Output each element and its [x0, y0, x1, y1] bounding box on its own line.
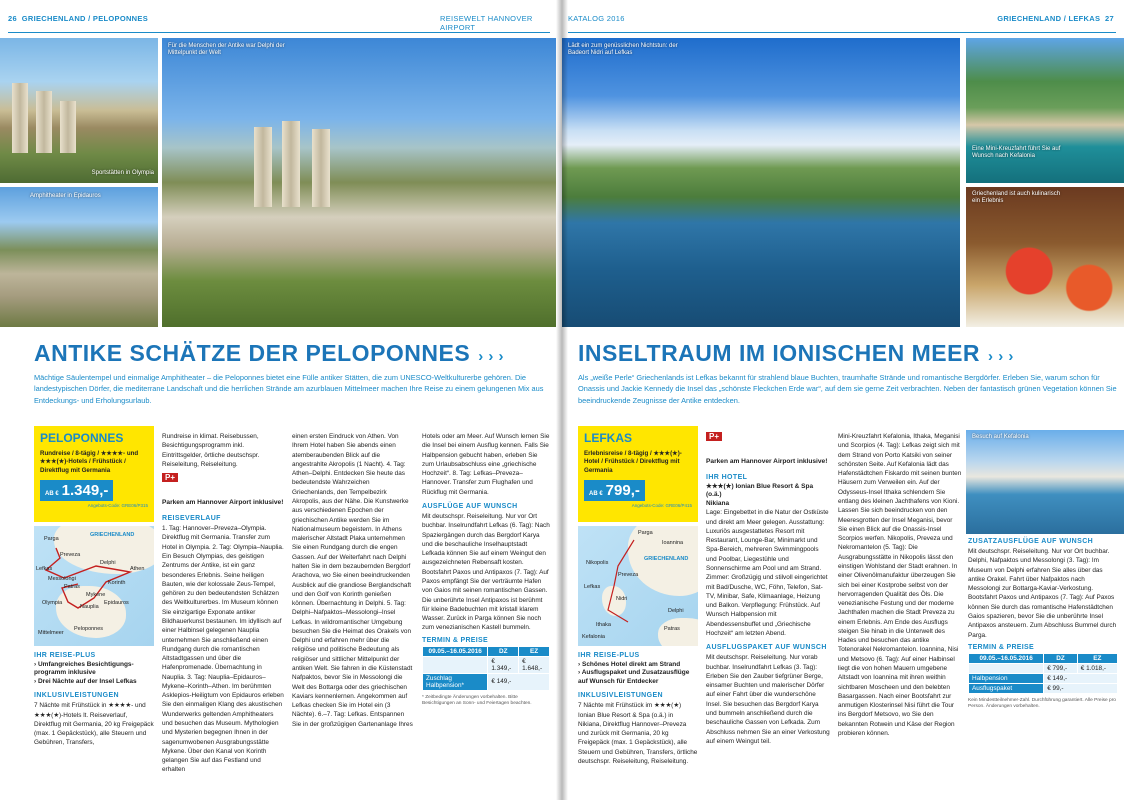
- header-rule: [8, 32, 550, 33]
- photo-delphi: [162, 38, 556, 327]
- section-label: GRIECHENLAND / LEFKAS: [997, 14, 1101, 23]
- photo-lefkas: [562, 38, 960, 327]
- map-town: Ioannina: [662, 540, 684, 546]
- hp-price: € 149,-: [1044, 673, 1118, 683]
- page-number: 27: [1105, 14, 1114, 23]
- itinerary-end-text: Hotels oder am Meer. Auf Wunsch lernen Sie die Insel bei einem Ausflug kennen. Falls Sie Halbpension gebucht haben, erleben Sie zum Urlaubsabschluss eine „griechische Hochzeit“. 8. Tag: Lefkas–Preveza–Hannover. Transfer zum Flughafen und Rückflug mit Germania.: [422, 433, 550, 496]
- parking-icon: P+: [706, 432, 722, 441]
- price-prefix: AB €: [45, 491, 59, 498]
- route-map-right: [578, 526, 698, 646]
- infobox-left: [34, 426, 154, 748]
- price-value: 799,-: [605, 482, 640, 500]
- price-row: [584, 480, 692, 501]
- ausfl-label: Ausflugspaket: [969, 683, 1044, 693]
- dz-price: € 799,-: [1044, 663, 1078, 673]
- price-table: [422, 646, 550, 691]
- brand-label: REISEWELT HANNOVER AIRPORT: [440, 14, 533, 32]
- caption-olympia: Sportstätten in Olympia: [91, 169, 154, 176]
- price-tag: [40, 480, 113, 501]
- pkg-heading: AUSFLUGSPAKET AUF WUNSCH: [706, 644, 827, 652]
- title-arrows: › › ›: [478, 348, 505, 365]
- map-town: Kefalonia: [582, 634, 605, 640]
- plus-heading: IHR REISE-PLUS: [578, 652, 640, 659]
- hp-label: Zuschlag Halbpension*: [423, 673, 488, 690]
- book-spine: [556, 0, 568, 800]
- column-shape: [254, 127, 272, 207]
- ez-price: € 1.648,-: [519, 656, 550, 673]
- ez-header: EZ: [1077, 653, 1117, 663]
- photo-olympia: [0, 38, 158, 183]
- parking-text: Parken am Hannover Airport inklusive!: [162, 499, 284, 507]
- catalog-label: KATALOG 2016: [568, 14, 625, 23]
- title-text: ANTIKE SCHÄTZE DER PELOPONNES: [34, 340, 471, 366]
- map-town: Parga: [44, 536, 59, 542]
- offer-code: Angebots-Code: GRE06/P315: [87, 503, 148, 509]
- plus-item: › Ausflugspaket und Zusatzausflüge auf Wunsch für Entdecker: [578, 669, 690, 685]
- header-right: [997, 14, 1114, 23]
- map-sea: Mittelmeer: [38, 630, 64, 636]
- header-left: [8, 14, 148, 23]
- caption-food: Griechenland ist auch kulinarisch ein Erlebnis: [972, 191, 1061, 205]
- price-tag: [584, 480, 645, 501]
- map-town: Preveza: [618, 572, 639, 578]
- excursions-text: Mini-Kreuzfahrt Kefalonia, Ithaka, Meganisi und Scorpios (4. Tag): Lefkas zeigt sich mit dem Strand von Porto Katsiki von seiner schönsten Seite. Auf Kefalonia lädt das Hafenstädtchen Fiskardo mit seinen bunten Häusern zum Verweilen ein. Auf der Odysseus-Insel Ithaka schlendern Sie entlang des kleinen Jachthafens von Kioni. Lassen Sie sich beeindrucken von den Meeresgrotten der Insel Meganisi, bevor Sie einen Blick auf die Onassis-Insel Scorpios werfen. Nikopolis, Preveza und Nekromantelon (5. Tag): Die Ausgrabungsstätte in Nikopolis lässt den einstigen Wohlstand der Stadt erahnen. In einer Olivenölmanufaktur überzeugen Sie sich bei einer Kostprobe selbst von der hervorragenden Qualität des Öls. Die venezianische Festung und der moderne Jachthafen machen die Stadt Preveza zu einem Erlebnis. Am Ende des Ausflugs steigen Sie hinab in die Unterwelt des Hades und besuchen das antike Totenorakel Nekromanteion. Ioannina, Nisi und Metsovo (6. Tag): Auf einer Halbinsel liegt die von hohen Mauern umgebene Altstadt von Ioannina mit ihren weithin sichtbaren Moscheen und den belebten Basargassen. Nach einer Bootsfahrt zur anmutigen Klosterinsel Nisi führt die Tour ins Bergdorf Metsovo, wo Sie den bekannten Rotwein und Käse der Region probieren können.: [838, 433, 962, 737]
- rv-text: 1. Tag: Hannover–Preveza–Olympia. Direktflug mit Germania. Transfer zum Hotel in Olympia. 2. Tag: Olympia–Nauplia. Ein Besuch Olympias, des geistigen Zentrums der Antike, ist ein ganz besonderes Erlebnis. Seine heiligen Bauten, wie der kolossale Zeus-Tempel, gehören zu den bedeutendsten Schätzen des Weltkulturerbes. Im Museum können Sie einzigartige Exponate antiker Bildhauerkunst bestaunen. Im idyllisch auf einer Halbinsel gelegenen Nauplia unternehmen Sie anschließend einen Rundgang durch die romantischen Altstadtgassen und über die Hafenpromenade. Übernachtung in Nauplia. 3. Tag: Nauplia–Epidauros–Mykene–Korinth–Athen. Im berühmten Asklepios-Heiligtum von Epidauros erleben Sie den einmaligen Klang des akustischen Wunderwerks geltenden Amphitheaters und besuchen das Museum. Mythologien und Mysterien begegnen Ihnen in der sagenumwobenen Ausgrabungsstätte Mykene. Über den Kanal von Korinth gelangen Sie auf das Festland und erhalten: [162, 525, 284, 774]
- hotel-text: Lage: Eingebettet in die Natur der Ostküste und direkt am Meer gelegen. Ausstattung: Luxuriös ausgestattetes Resort mit Restaurant, Lounge-Bar, Minimarkt und Spa-Bereich, mehreren Swimmingpools und Poolbar, Liegestühle und Sonnenschirme am Pool und am Strand. Zimmer: Großzügig und stilvoll eingerichtet mit Bad/Dusche, WC, Föhn, Telefon, Sat-TV, Minibar, Safe, Klimaanlage, Heizung und Balkon. Verpflegung: Frühstück. Auf Wunsch Halbpension mit Abendessensbuffet und „Griechische Hochzeit“ am letzten Abend.: [706, 509, 829, 637]
- footnote: Kein Mindestteilnehmer-Zahl. Durchführung garantiert. Alle Preise pro Person. Änderungen vorbehalten.: [968, 697, 1116, 710]
- price-prefix: AB €: [589, 491, 603, 498]
- caption-minicruise: Eine Mini-Kreuzfahrt führt Sie auf Wunsch nach Kefalonia: [972, 146, 1061, 160]
- dz-header: DZ: [488, 646, 519, 656]
- inkl-text: 7 Nächte mit Frühstück in ★★★★- und ★★★(★)-Hotels lt. Reiseverlauf, Direktflug mit Germania, 20 kg Freigepäck (max. 1 Gepäckstück), alle Steuern und Gebühren, Transfers,: [34, 702, 154, 747]
- plus-item: › Umfangreiches Besichtigungs-programm inklusive: [34, 661, 134, 677]
- offer-title: LEFKAS: [584, 431, 632, 445]
- page-number: 26: [8, 14, 17, 23]
- hotel-heading: IHR HOTEL: [706, 474, 748, 481]
- map-town: Korinth: [108, 580, 126, 586]
- parking-note: [706, 432, 830, 468]
- hp-label: Halbpension: [969, 673, 1044, 683]
- map-town: Messolongi: [48, 576, 76, 582]
- map-country: GRIECHENLAND: [644, 556, 689, 562]
- intro-right: Als „weiße Perle“ Griechenlands ist Lefkas bekannt für strahlend blaue Buchten, traumhafte Strände und romantische Bergdörfer. Erleben Sie, warum schon für Onassis und Jackie Kennedy die Insel das „schönste Fleckchen Erde war“, auf dem sie gerne Zeit verbrachten. Neben der fantastisch grünen Vegetation können Sie beeindruckende Zeugnisse der Antike entdecken.: [578, 373, 1117, 405]
- parking-note: [162, 473, 284, 509]
- map-town: Preveza: [60, 552, 81, 558]
- map-town: Mykene: [86, 592, 106, 598]
- map-town: Lefkas: [36, 566, 53, 572]
- map-region: Peloponnes: [74, 626, 104, 632]
- column-2-left: [162, 432, 284, 775]
- offer-code: Angebots-Code: GRE06/P415: [631, 503, 692, 509]
- rv-heading: REISEVERLAUF: [162, 515, 221, 523]
- caption-delphi: Für die Menschen der Antike war Delphi der Mittelpunkt der Welt: [168, 43, 285, 57]
- parking-icon: P+: [162, 473, 178, 482]
- map-town: Parga: [638, 530, 653, 536]
- date-cell: 09.05.–16.05.2016: [969, 653, 1044, 663]
- plus-item-text: Drei Nächte auf der Insel Lefkas: [37, 677, 137, 685]
- caption-epidauros: Amphitheater in Epidauros: [30, 193, 101, 199]
- intro-left: Mächtige Säulentempel und einmalige Amphitheater – die Peloponnes bietet eine Fülle antiker Stätten, die zum UNESCO-Weltkulturerbe gehören. Die landestypischen Dörfer, die mediterrane Landschaft und die herrlichen Strände am azurblauen Mittelmeer machen Ihre Reise zu einem gelungenen Mix aus Entdeckungs- und Erholungsurlaub.: [34, 373, 544, 405]
- offer-title: PELOPONNES: [40, 431, 124, 445]
- footnote: * Zeitbedingte Änderungen vorbehalten. Bitte Besichtigungen an Sonn- und Feiertagen beachten.: [422, 694, 532, 706]
- price-table: [968, 653, 1118, 694]
- plus-item-text: Ausflugspaket und Zusatzausflüge auf Wunsch für Entdecker: [578, 669, 690, 685]
- date-cell: 09.05.–16.05.2016: [423, 646, 488, 656]
- caption-kefalonia: Besuch auf Kefalonia: [972, 434, 1029, 440]
- map-town: Delphi: [668, 608, 684, 614]
- inkl-text: 7 Nächte mit Frühstück im ★★★(★) Ionian Blue Resort & Spa (o.ä.) in Nikiana, Direktflug Hannover–Preveza und zurück mit Germania, 20 kg Freigepäck (max. 1 Gepäckstück), alle Steuern und Gebühren, Transfers, örtliche deutschspr. Reiseleitung, Reiseleitung.: [578, 702, 698, 765]
- column-4-right: [968, 538, 1118, 710]
- plus-heading: IHR REISE-PLUS: [34, 652, 96, 659]
- inkl-heading: INKLUSIVLEISTUNGEN: [578, 692, 663, 700]
- ez-header: EZ: [519, 646, 550, 656]
- column-shape: [312, 129, 330, 207]
- column-shape: [60, 101, 76, 153]
- parking-text: Parken am Hannover Airport inklusive!: [706, 458, 828, 465]
- page-right: [562, 0, 1124, 800]
- caption-lefkas: Lädt ein zum genüsslichen Nichtstun: der Badeort Nidri auf Lefkas: [568, 43, 678, 57]
- photo-kefalonia-harbour: [966, 38, 1124, 183]
- column-4-left: [422, 432, 550, 707]
- plus-item: › Schönes Hotel direkt am Strand: [578, 661, 681, 668]
- column-shape: [36, 91, 52, 153]
- ausfl-text: Mit deutschspr. Reiseleitung. Nur vor Ort buchbar. Inselrundfahrt Lefkas (6. Tag): Nach Spaziergängen durch das Bergdorf Karya und die beschauliche Inselhauptstadt Lefkada können Sie auf einem Weingut den ausgezeichneten Rebensaft kosten. Bootsfahrt Paxos und Antipaxos (7. Tag): Auf Paxos empfängt Sie der verträumte Hafen von Gaios mit seinen romantischen Gassen. Die unberührte Insel Antipaxos ist berühmt für kleine Badebuchten mit kristall klarem Wasser. Zurück in Parga können Sie noch zum venezianischen Kastell bummeln.: [422, 512, 550, 632]
- offer-sub: Rundreise / 8-tägig / ★★★★- und ★★★(★)-Hotels / Frühstück / Direktflug mit Germania: [40, 450, 139, 474]
- photo-food: [966, 187, 1124, 327]
- dz-price: € 1.349,-: [488, 656, 519, 673]
- ausfl-price: € 99,-: [1044, 683, 1118, 693]
- map-town: Delphi: [100, 560, 116, 566]
- map-town: Olympia: [42, 600, 63, 606]
- term-heading: TERMIN & PREISE: [968, 643, 1034, 651]
- zus-heading: ZUSATZAUSFLÜGE AUF WUNSCH: [968, 538, 1094, 545]
- term-heading: TERMIN & PREISE: [422, 636, 488, 644]
- pkg-text: Mit deutschspr. Reiseleitung. Nur vorab buchbar. Inselrundfahrt Lefkas (3. Tag): Erleben Sie den Zauber tiefgrüner Berge, einsamer Buchten und malerischer Dörfer auf einer Fahrt über die wunderschöne Insel. Sie besuchen das Bergdorf Karya und bummeln anschließend durch die beschauliche Gassen von Lefkada. Zum Abschluss nehmen Sie an einer Verkostung auf einem Weingut teil.: [706, 654, 830, 745]
- title-arrows: › › ›: [988, 348, 1014, 365]
- photo-epidauros: [0, 187, 158, 327]
- plus-item: › Drei Nächte auf der Insel Lefkas: [34, 677, 137, 685]
- map-country: GRIECHENLAND: [90, 532, 135, 538]
- header-rule: [568, 32, 1116, 33]
- page-title-left: [34, 340, 504, 367]
- dz-header: DZ: [1044, 653, 1078, 663]
- inkl-heading: INKLUSIVLEISTUNGEN: [34, 692, 119, 700]
- price-value: 1.349,-: [61, 482, 109, 500]
- ez-price: € 1.018,-: [1077, 663, 1117, 673]
- column-3-right: [838, 432, 962, 738]
- hotel-name: ★★★(★) Ionian Blue Resort & Spa (o.ä.): [706, 483, 814, 499]
- hotel-place: Nikiana: [706, 499, 730, 507]
- empty-cell: [423, 656, 488, 673]
- offer-box: [578, 426, 698, 522]
- hp-price: € 149,-: [488, 673, 550, 690]
- column-2-right: [706, 432, 830, 746]
- column-3-left: [292, 432, 414, 729]
- column-shape: [12, 83, 28, 153]
- infobox-right: [578, 426, 698, 766]
- map-town: Patras: [664, 626, 680, 632]
- map-town: Ithaka: [596, 622, 611, 628]
- page-title-right: [578, 340, 1014, 367]
- offer-box: [34, 426, 154, 522]
- section-label: GRIECHENLAND / PELOPONNES: [21, 14, 148, 23]
- price-row: [40, 480, 148, 501]
- map-town: Athen: [130, 566, 145, 572]
- lead-text: Rundreise in klimat. Reisebussen, Besichtigungsprogramm inkl. Eintrittsgelder, örtliche deutschspr. Reiseleitung, Reiseleitung.: [162, 433, 260, 468]
- map-town: Nauplia: [80, 604, 99, 610]
- ausfl-heading: AUSFLÜGE AUF WUNSCH: [422, 502, 518, 510]
- map-town: Epidauros: [104, 600, 129, 606]
- map-town: Nidri: [616, 596, 628, 602]
- column-shape: [282, 121, 300, 207]
- zus-text: Mit deutschspr. Reiseleitung. Nur vor Ort buchbar. Delphi, Nafpaktos und Messolongi (3. Tag): Im Museum von Delphi erfahren Sie alles über das antike Orakel. Fahrt über Nafpaktos nach Messolongi zur Bottarga-Kaviar-Verkostung. Bootsfahrt Paxos und Antipaxos (7. Tag): Auf Paxos können Sie durch das romantische Hafenstädtchen Gaios spazieren, bevor Sie die unberührte Insel Antipaxos ansteuern. Zum Abschluss Bummel durch Parga.: [968, 548, 1117, 639]
- photo-kefalonia: [966, 430, 1124, 534]
- plus-item-text: Schönes Hotel direkt am Strand: [581, 661, 681, 668]
- plus-item-text: Umfangreiches Besichtigungs-programm inklusive: [34, 661, 134, 677]
- offer-sub: Erlebnisreise / 8-tägig / ★★★(★)-Hotel / Frühstück / Direktflug mit Germania: [584, 450, 682, 474]
- route-map-left: [34, 526, 154, 646]
- itinerary-text: einen ersten Eindruck von Athen. Von Ihrem Hotel haben Sie abends einen atemberaubenden Blick auf die angestrahlte Akropolis (1 Nacht). 4. Tag: Athen–Delphi. Entdecken Sie heute das bedeutendste Wahrzeichen Griechenlands, den Tempelbezirk Akropolis, aus der Nähe. Die Kunstwerke aus verschiedenen Epochen der griechischen Antike werden Sie im Nationalmuseum begeistern. In Athens malerischer Altstadt Plaka unternehmen Sie einen Rundgang durch die engen Gassen. Auf der Weiterfahrt nach Delphi halten Sie in dem bezaubernden Bergdorf Arachova, wo Sie einen beeindruckenden Ausblick auf die grandiose Berglandschaft und den Golf von Korinth genießen können. Übernachtung in Delphi. 5. Tag: Delphi–Nafpaktos–Messolongi–Insel Lefkas. In wildromantischer Umgebung besuchen Sie die Heimat des Orakels von Delphi und erfahren mehr über die religiöse und politische Bedeutung als religiöser und sittlicher Mittelpunkt der antiken Welt. Sie fahren in die Küstenstadt Nafpaktos, bevor Sie in Messolongi die Welt des Bottarga oder des griechischen Kaviars kennenlernen. Angekommen auf Lefkas checken Sie im Hotel ein (3 Nächte). 6.–7. Tag: Lefkas. Entspannen Sie in der großzügigen Gartenanlage Ihres: [292, 433, 413, 728]
- map-town: Lefkas: [584, 584, 601, 590]
- empty-cell: [969, 663, 1044, 673]
- map-town: Patras: [64, 584, 80, 590]
- title-text: INSELTRAUM IM IONISCHEN MEER: [578, 340, 981, 366]
- map-town: Nikopolis: [586, 560, 609, 566]
